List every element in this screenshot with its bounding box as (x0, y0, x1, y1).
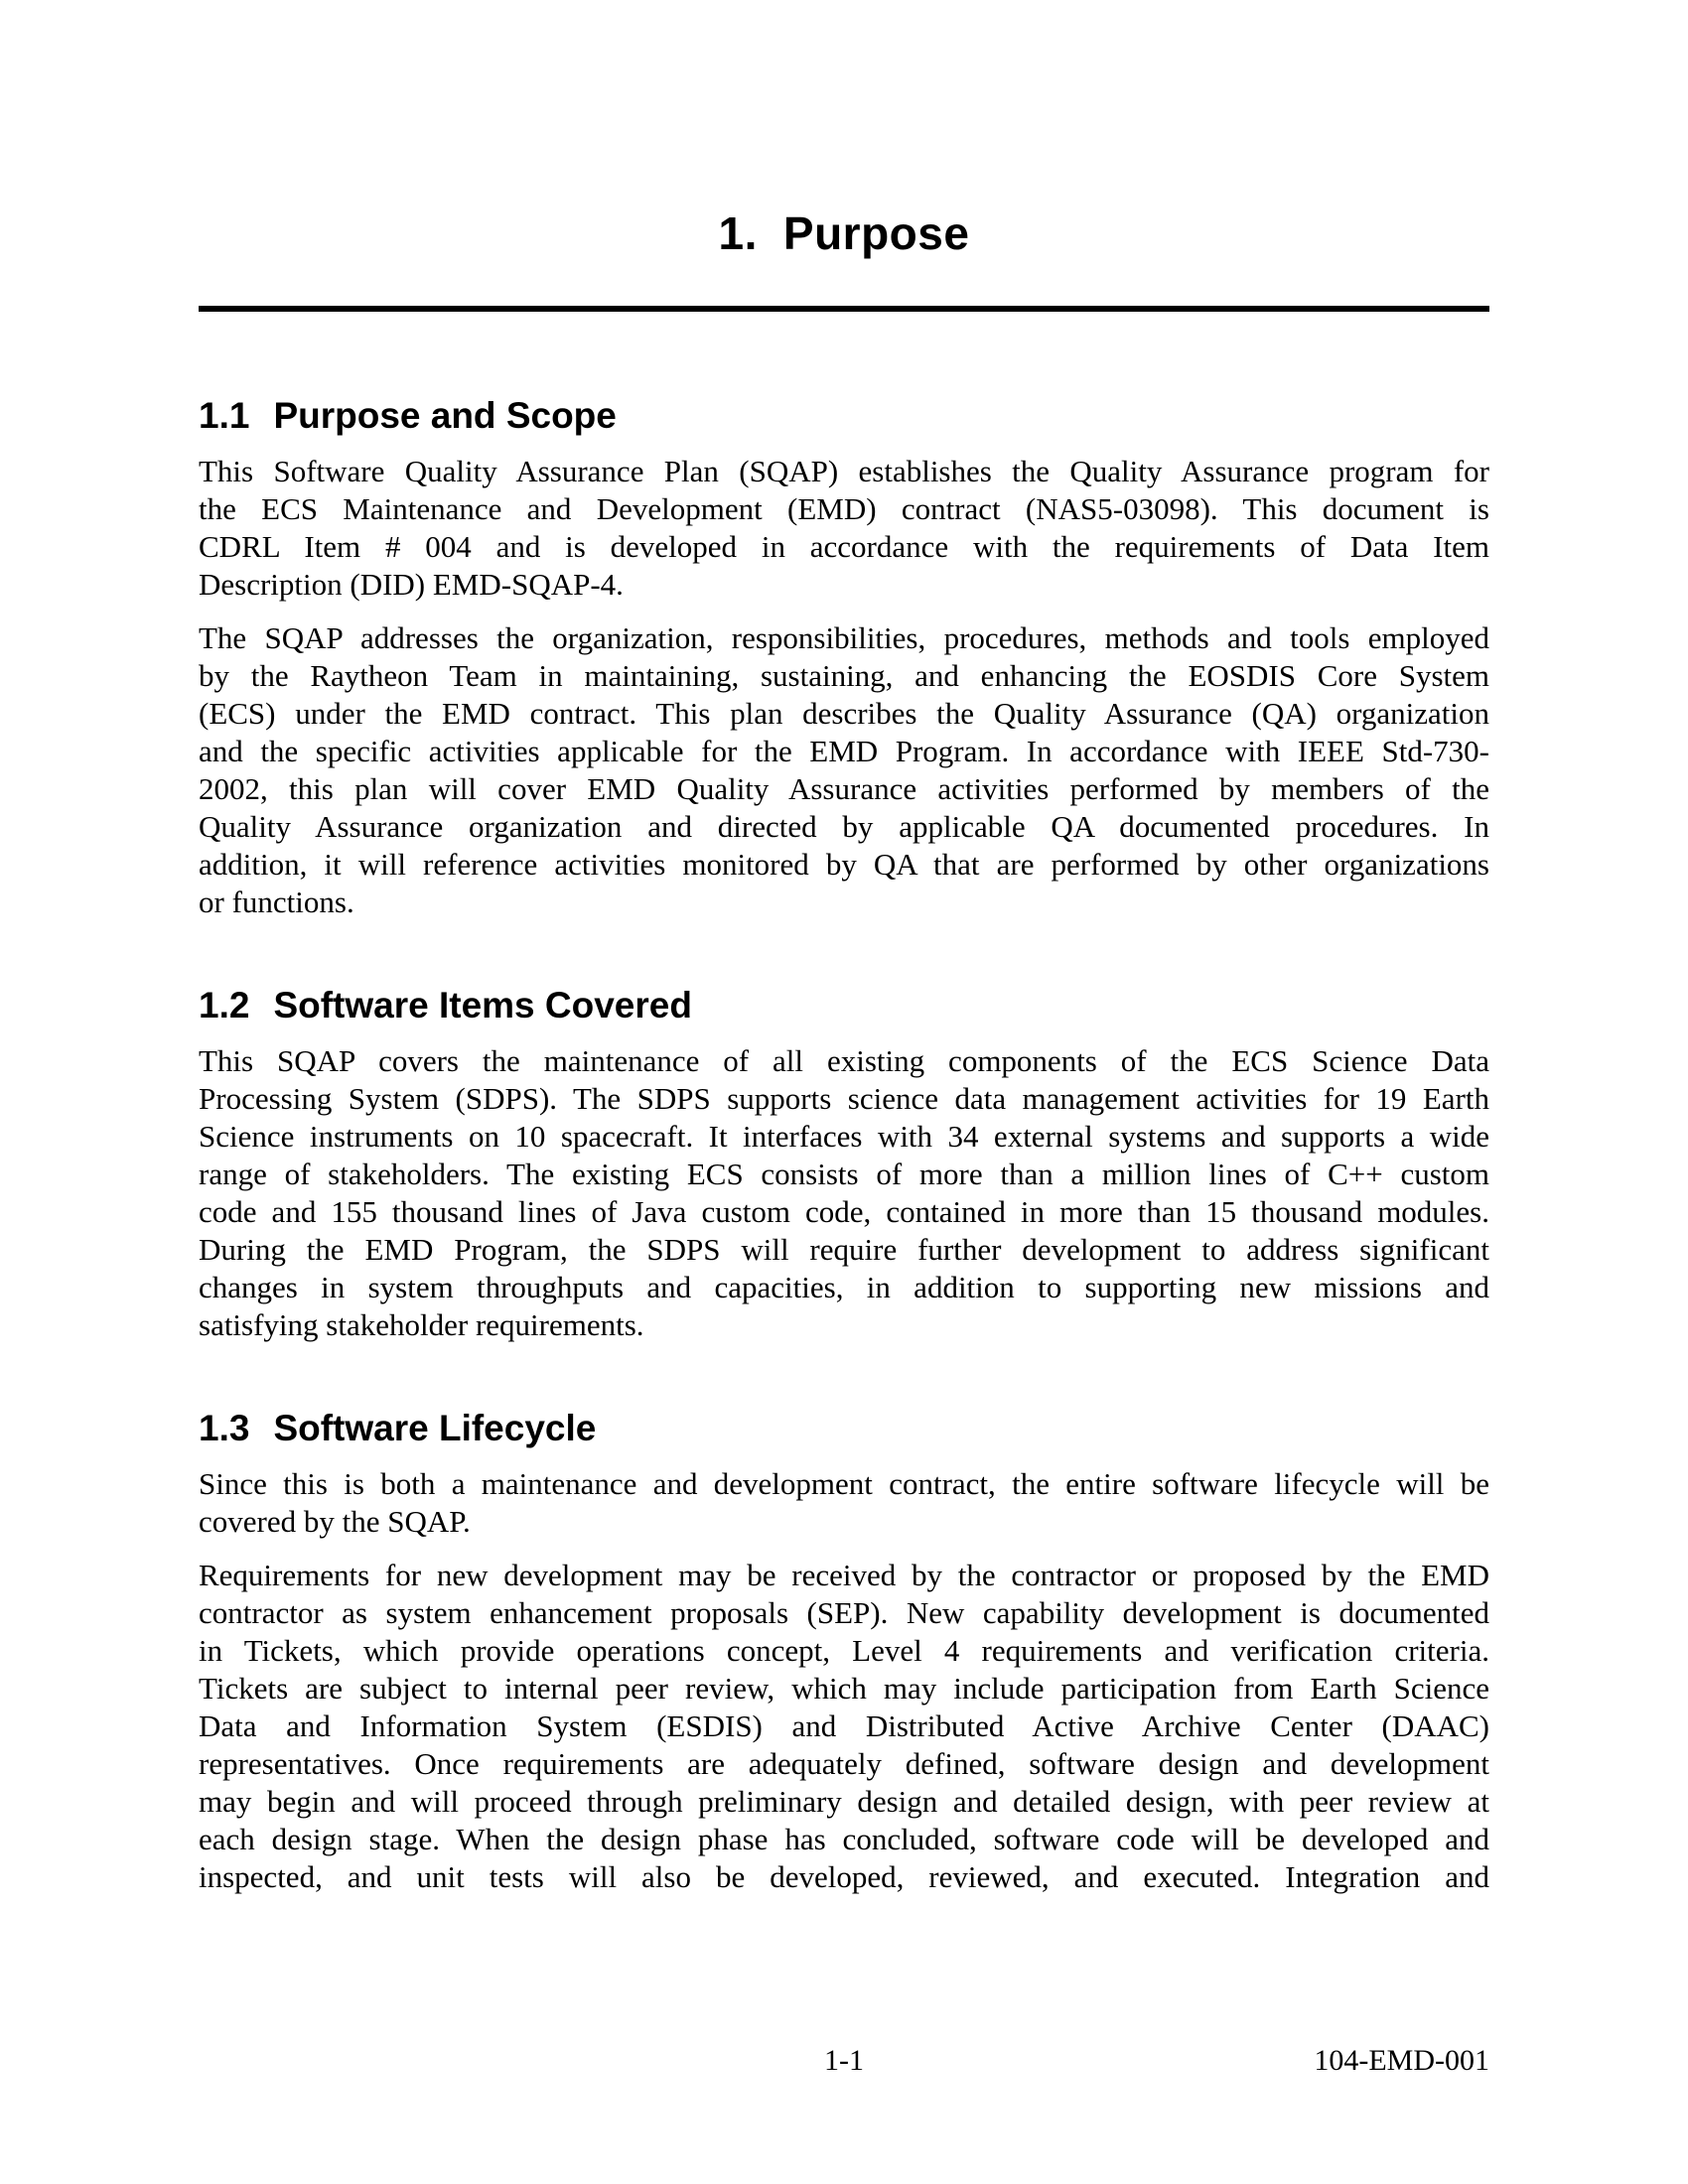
body-line: Since this is both a maintenance and development contract, the entire software lifecycle will be (199, 1466, 1489, 1501)
body-line: code and 155 thousand lines of Java custom code, contained in more than 15 thousand modules. (199, 1194, 1489, 1229)
page-title-number: 1. (718, 207, 758, 259)
body-line: The SQAP addresses the organization, responsibilities, procedures, methods and tools employed (199, 620, 1489, 655)
paragraph (199, 453, 1489, 604)
paragraph (199, 1042, 1489, 1344)
footer-doc-number: 104-EMD-001 (1314, 2044, 1489, 2077)
body-line: CDRL Item # 004 and is developed in accordance with the requirements of Data Item (199, 529, 1489, 564)
document-section (199, 983, 1489, 1344)
document-section (199, 393, 1489, 921)
body-line: and the specific activities applicable for the EMD Program. In accordance with IEEE Std-730- (199, 734, 1489, 768)
section-heading (199, 1406, 1489, 1451)
page-title (199, 209, 1489, 257)
section-heading (199, 983, 1489, 1028)
section-paragraphs (199, 1465, 1489, 1896)
body-line: or functions. (199, 885, 354, 919)
section-number: 1.2 (199, 985, 250, 1025)
section-paragraphs (199, 453, 1489, 921)
document-section (199, 1406, 1489, 1896)
body-line: changes in system throughputs and capacities, in addition to supporting new missions and (199, 1270, 1489, 1304)
body-line: may begin and will proceed through preliminary design and detailed design, with peer review at (199, 1784, 1489, 1819)
section-title: Software Items Covered (273, 985, 692, 1025)
sections-container (199, 393, 1489, 1896)
body-line: contractor as system enhancement proposals (SEP). New capability development is documented (199, 1595, 1489, 1630)
body-line: 2002, this plan will cover EMD Quality Assurance activities performed by members of the (199, 771, 1489, 806)
body-line: During the EMD Program, the SDPS will require further development to address significant (199, 1232, 1489, 1267)
body-line: Requirements for new development may be received by the contractor or proposed by the EMD (199, 1558, 1489, 1592)
body-line: This Software Quality Assurance Plan (SQAP) establishes the Quality Assurance program for (199, 454, 1489, 488)
body-line: each design stage. When the design phase has concluded, software code will be developed and (199, 1822, 1489, 1856)
page-footer (199, 2043, 1489, 2083)
section-title: Software Lifecycle (273, 1408, 597, 1448)
section-heading (199, 393, 1489, 439)
body-line: inspected, and unit tests will also be developed, reviewed, and executed. Integration and (199, 1859, 1489, 1894)
body-line: Data and Information System (ESDIS) and Distributed Active Archive Center (DAAC) (199, 1708, 1489, 1743)
footer-page-number: 1-1 (824, 2044, 864, 2077)
body-line: Processing System (SDPS). The SDPS supports science data management activities for 19 Earth (199, 1081, 1489, 1116)
body-line: by the Raytheon Team in maintaining, sustaining, and enhancing the EOSDIS Core System (199, 658, 1489, 693)
body-line: covered by the SQAP. (199, 1504, 471, 1539)
section-paragraphs (199, 1042, 1489, 1344)
section-number: 1.3 (199, 1408, 250, 1448)
body-line: Science instruments on 10 spacecraft. It interfaces with 34 external systems and supports a wide (199, 1119, 1489, 1154)
body-line: This SQAP covers the maintenance of all existing components of the ECS Science Data (199, 1043, 1489, 1078)
body-line: the ECS Maintenance and Development (EMD) contract (NAS5-03098). This document is (199, 491, 1489, 526)
document-content (199, 0, 1489, 1896)
body-line: Quality Assurance organization and directed by applicable QA documented procedures. In (199, 809, 1489, 844)
paragraph (199, 1557, 1489, 1896)
body-line: in Tickets, which provide operations concept, Level 4 requirements and verification criteria. (199, 1633, 1489, 1668)
section-title: Purpose and Scope (273, 395, 617, 436)
body-line: Description (DID) EMD-SQAP-4. (199, 567, 624, 602)
paragraph (199, 619, 1489, 921)
body-line: (ECS) under the EMD contract. This plan describes the Quality Assurance (QA) organization (199, 696, 1489, 731)
body-line: representatives. Once requirements are adequately defined, software design and development (199, 1746, 1489, 1781)
body-line: addition, it will reference activities monitored by QA that are performed by other organizations (199, 847, 1489, 882)
body-line: range of stakeholders. The existing ECS consists of more than a million lines of C++ custom (199, 1157, 1489, 1191)
body-line: satisfying stakeholder requirements. (199, 1307, 644, 1342)
title-rule (199, 306, 1489, 312)
section-number: 1.1 (199, 395, 250, 436)
page-title-text: Purpose (782, 207, 970, 259)
paragraph (199, 1465, 1489, 1541)
body-line: Tickets are subject to internal peer review, which may include participation from Earth Science (199, 1671, 1489, 1706)
